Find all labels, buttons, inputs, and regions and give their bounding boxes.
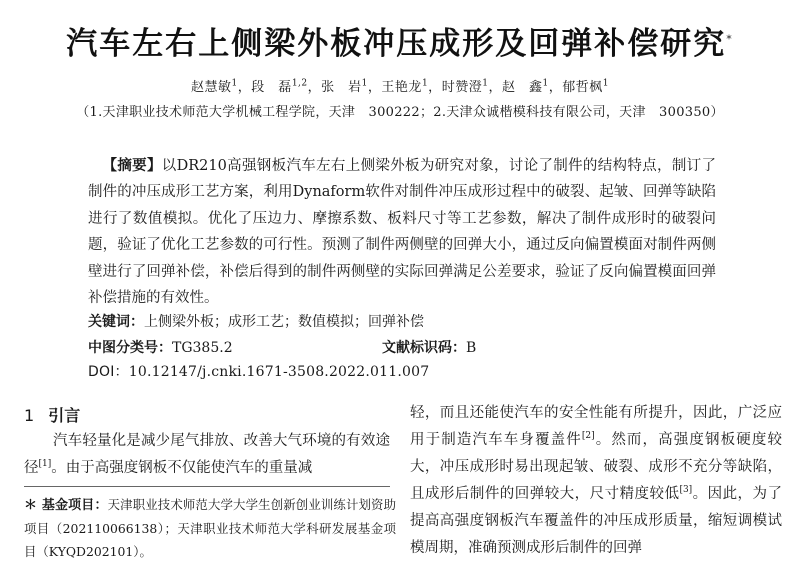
author: 王艳龙$^1$ <box>381 78 429 95</box>
funding-text: 天津职业技术师范大学大学生创新创业训练计划资助项目（202110066138）；天津职业技术师范大学科研发展基金项目（KYQD202101）。 <box>24 497 396 559</box>
citation: [2] <box>581 431 595 442</box>
paper-title <box>0 18 800 63</box>
classification-number <box>88 337 233 357</box>
footnote-divider <box>24 486 390 487</box>
title-text: 汽车左右上侧梁外板冲压成形及回弹补偿研究 <box>66 26 727 62</box>
intro-paragraph-right: 轻，而且还能使汽车的安全性能有所提升，因此，广泛应用于制造汽车车身覆盖件[2]。然而，高强度钢板硬度较大，冲压成形时易出现起皱、破裂、成形不充分等缺陷，且成形后制件的回弹较大，尺寸精度较低[3]。因此，为了提高高强度钢板汽车覆盖件的冲压成形质量，缩短调模试模周期，准确预测成形后制件的回弹 <box>410 405 783 556</box>
author: 时赞澄$^1$ <box>441 78 489 95</box>
author: 赵 鑫$^1$ <box>501 78 549 95</box>
author-list: 赵慧敏$^1$，段 磊$^{1,2}$，张 岩$^1$，王艳龙$^1$，时赞澄$^1$，赵 鑫$^1$，郁哲枫$^1$ <box>191 78 609 95</box>
author: 段 磊$^{1,2}$ <box>251 78 308 95</box>
abstract-label: 【摘要】 <box>102 158 162 174</box>
affiliations: （1.天津职业技术师范大学机械工程学院，天津 300222；2.天津众诚楷模科技有限公司，天津 300350） <box>76 105 724 120</box>
keywords-text: 上侧梁外板；成形工艺；数值模拟；回弹补偿 <box>144 314 424 330</box>
abstract-text: 以DR210高强钢板汽车左右上侧梁外板为研究对象，讨论了制件的结构特点，制订了制件的冲压成形工艺方案，利用Dynaform软件对制件冲压成形过程中的破裂、起皱、回弹等缺陷进行了数值模拟。优化了压边力、摩擦系数、板料尺寸等工艺参数，解决了制件成形时的破裂问题，验证了优化工艺参数的可行性。预测了制件两侧壁的回弹大小，通过反向偏置模面对制件两侧壁进行了回弹补偿，补偿后得到的制件两侧壁的实际回弹满足公差要求，验证了反向偏置模面回弹补偿措施的有效性。 <box>88 158 717 307</box>
intro-paragraph-left: 汽车轻量化是减少尾气排放、改善大气环境的有效途径[1]。由于高强度钢板不仅能使汽车的重量减 <box>24 433 390 476</box>
clc-label: 中图分类号： <box>88 340 172 356</box>
clc-value: TG385.2 <box>172 340 233 356</box>
funding-footnote <box>24 493 396 563</box>
author: 张 岩$^1$ <box>321 78 368 95</box>
abstract <box>88 153 716 311</box>
keywords <box>88 311 424 331</box>
funding-label: ＊ 基金项目： <box>24 498 108 513</box>
title-footnote-mark: * <box>726 32 734 46</box>
citation: [1] <box>38 459 52 470</box>
doi-value: 10.12147/j.cnki.1671-3508.2022.011.007 <box>128 364 430 380</box>
doc-code-value: B <box>466 340 477 356</box>
author: 赵慧敏$^1$ <box>191 78 238 95</box>
author: 郁哲枫$^1$ <box>562 78 609 95</box>
document-code <box>382 337 476 357</box>
section-title: 引言 <box>48 406 81 425</box>
doi <box>88 361 429 381</box>
section-heading <box>24 403 80 426</box>
doi-label: DOI： <box>88 364 129 380</box>
doc-code-label: 文献标识码： <box>382 340 466 356</box>
keywords-label: 关键词： <box>88 314 144 330</box>
section-number: 1 <box>24 406 35 425</box>
citation: [3] <box>679 485 693 496</box>
